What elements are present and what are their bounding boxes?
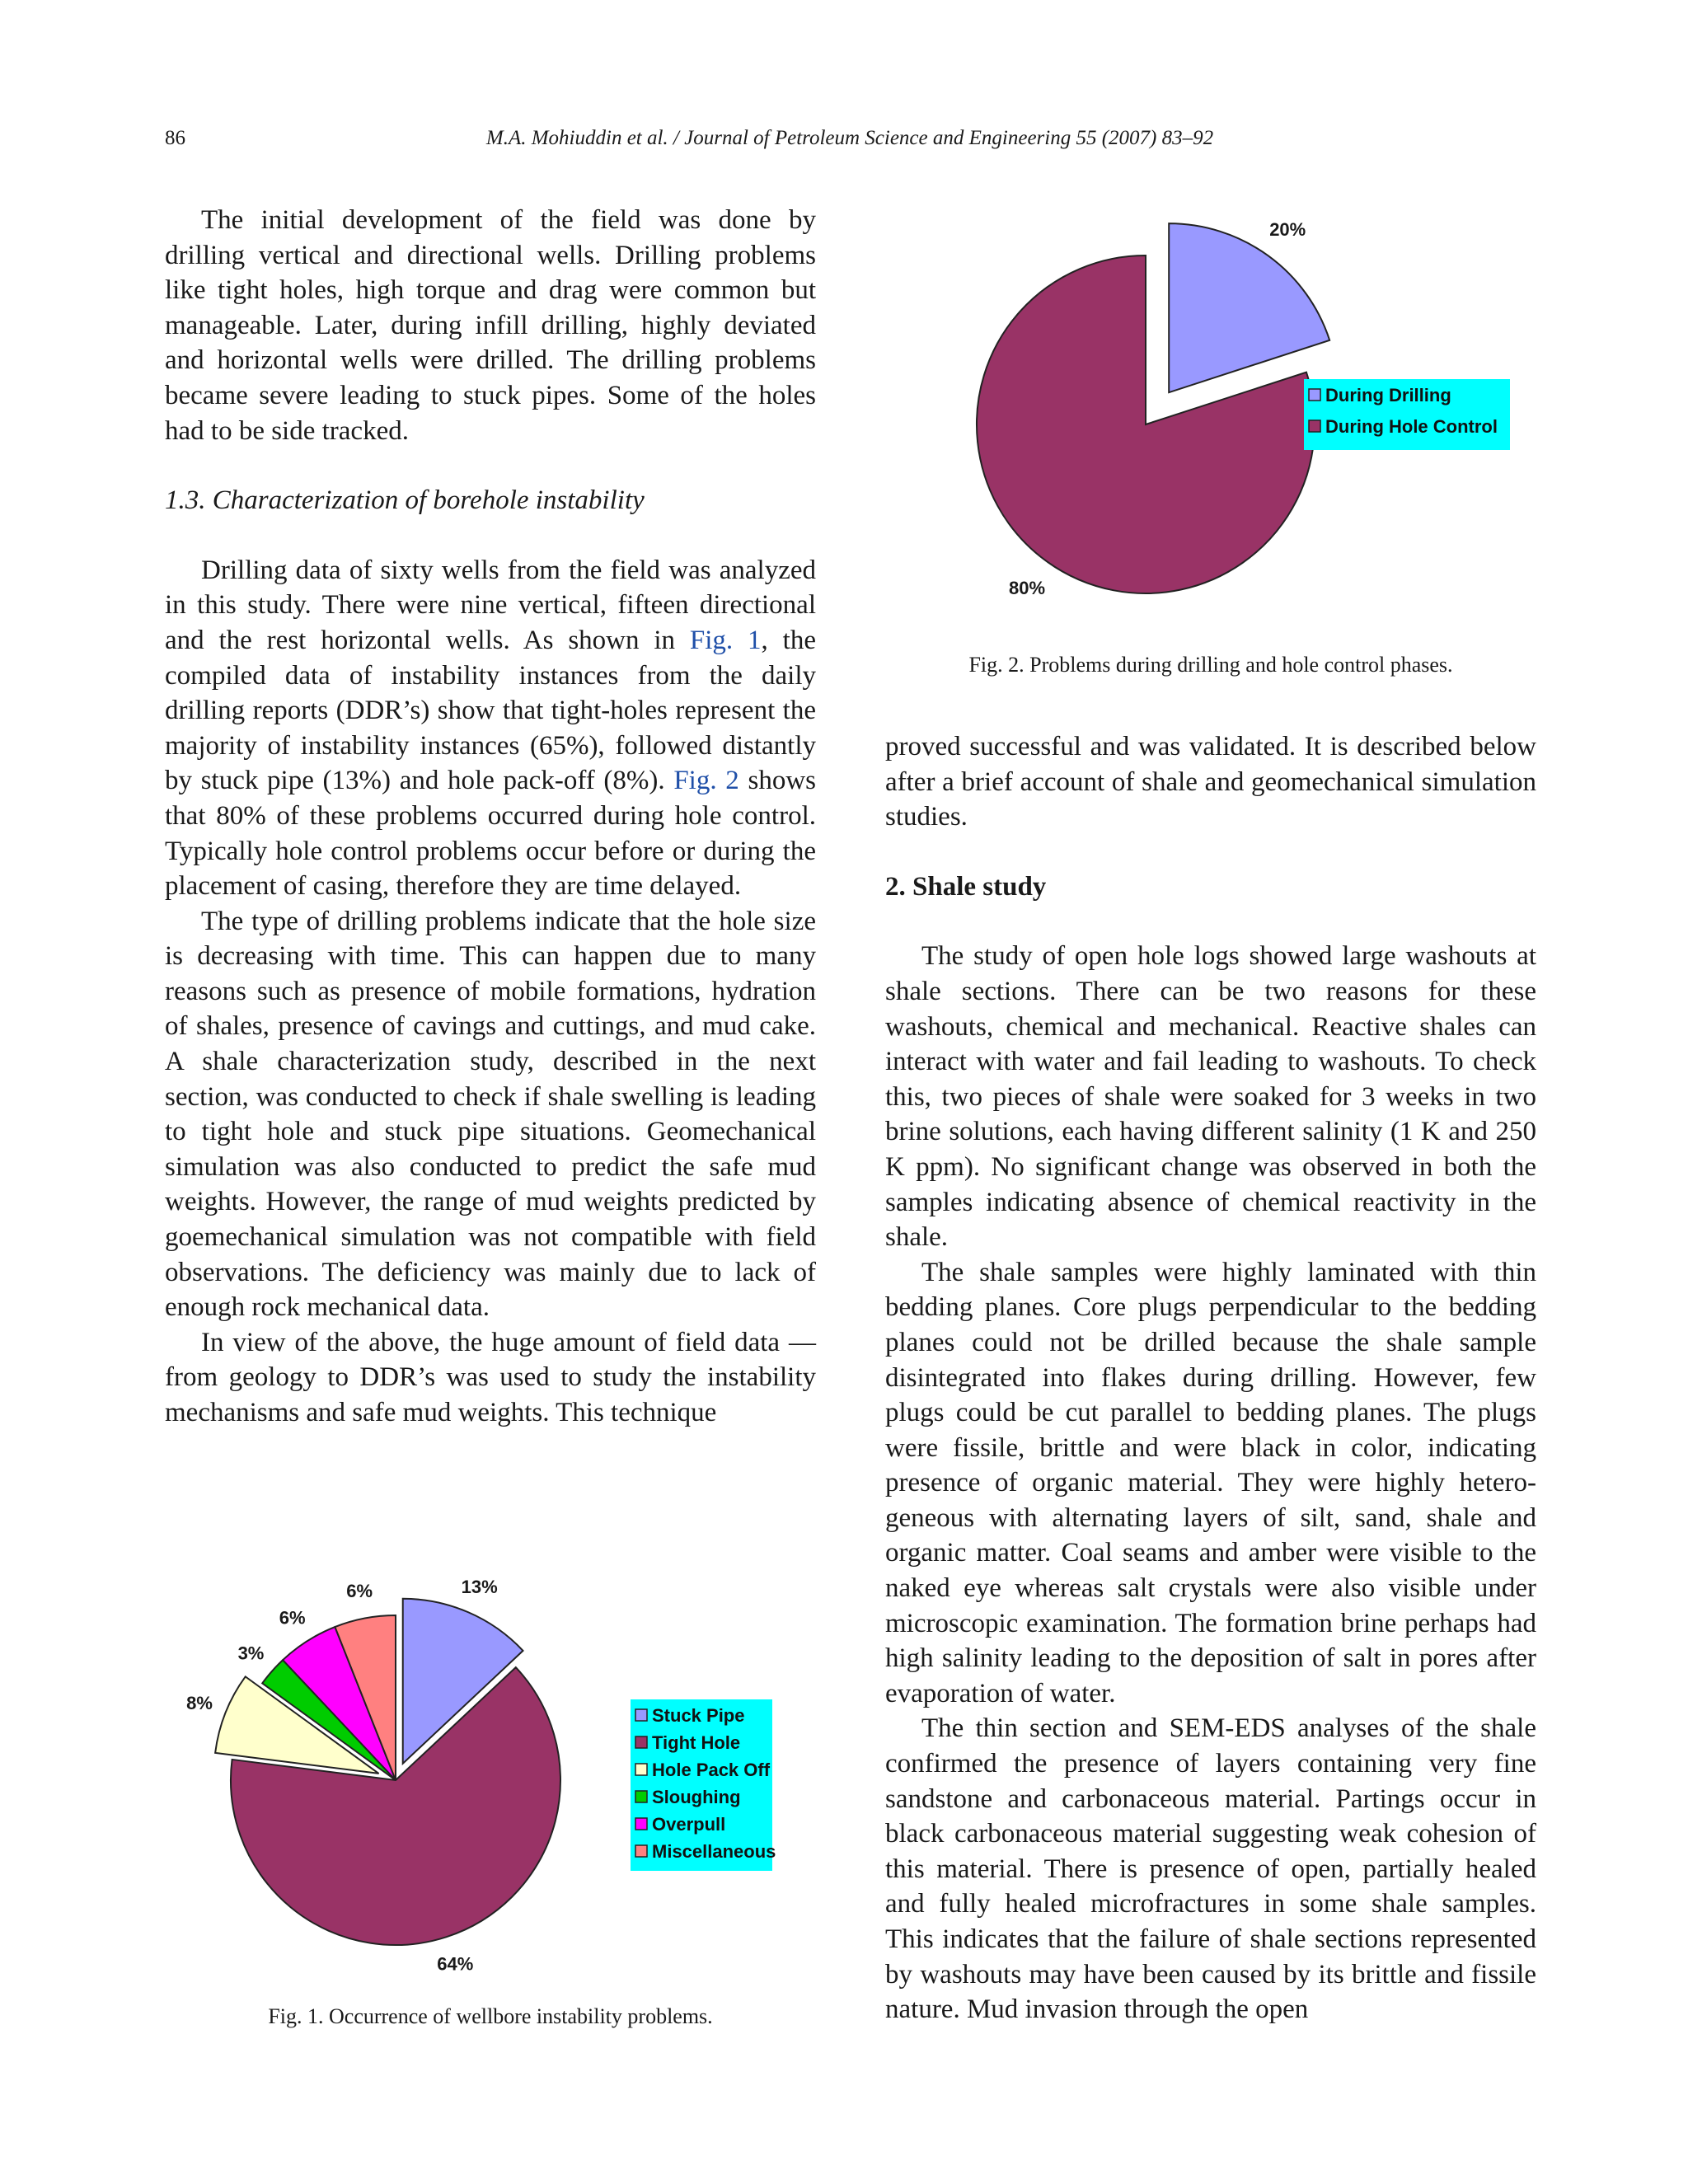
data-label-during-drilling: 20%	[1269, 218, 1306, 240]
running-header	[165, 127, 1535, 160]
data-label-overpull: 6%	[279, 1607, 306, 1629]
page-number: 86	[165, 127, 185, 149]
figure-1-pie-chart	[165, 1549, 791, 1986]
paragraph: proved successful and was validated. It is described below after a brief account of shale and geomechanical simulation studies.	[885, 732, 1536, 832]
legend-label-during-drilling: During Drilling	[1325, 385, 1451, 405]
legend-label-miscellaneous: Miscellaneous	[652, 1841, 776, 1862]
legend-swatch-during-hole-control	[1309, 420, 1320, 432]
right-column	[885, 729, 1536, 2027]
pie-slice-during-drilling	[1169, 223, 1329, 392]
paragraph: The initial development of the field was done by drilling vertical and directional wells. Drilling problems like tight holes, high torque and drag were common but manageable. Later, during infill drilling, highly deviated and horizontal wells were drilled. The drilling problems became severe leading to stuck pipes. Some of the holes had to be side tracked.	[165, 205, 816, 446]
subsection-heading: 1.3. Characterization of borehole instability	[165, 485, 645, 516]
paragraph: In view of the above, the huge amount of field data — from geology to DDR’s was used to study the instability mechanisms and safe mud weights. This technique	[165, 1327, 816, 1427]
figure-2-caption: Fig. 2. Problems during drilling and hole control phases.	[968, 653, 1453, 677]
legend-swatch-during-drilling	[1309, 389, 1320, 401]
left-column	[165, 203, 816, 1431]
legend-swatch-tight-hole	[635, 1736, 647, 1748]
journal-citation: M.A. Mohiuddin et al. / Journal of Petroleum Science and Engineering 55 (2007) 83–92	[485, 127, 1214, 149]
data-label-hole-pack-off: 8%	[186, 1692, 213, 1713]
paragraph: The thin section and SEM-EDS analyses of the shale confirmed the presence of layers containing very fine sandstone and carbonaceous material. Partings occur in black carbonaceous material suggesting weak cohesion of this material. There is presence of open, partially healed and fully healed microfractures in some shale samples. This indicates that the failure of shale sections represented by washouts may have been caused by its brittle and fissile nature. Mud invasion through the open	[885, 1713, 1536, 2025]
legend-label-hole-pack-off: Hole Pack Off	[652, 1760, 771, 1780]
figure-2	[898, 198, 1533, 626]
data-label-sloughing: 3%	[237, 1643, 265, 1664]
section-heading: 2. Shale study	[885, 871, 1047, 902]
figure-1-link[interactable]: Fig. 1	[689, 625, 762, 655]
paragraph	[165, 553, 816, 904]
paragraph-text: Drilling data of sixty wells from the field was analyzed in this study. There were nine vertical, fifteen directional and the rest horizontal wells. As shown in	[165, 555, 816, 655]
legend-swatch-hole-pack-off	[635, 1764, 647, 1775]
legend-label-during-hole-control: During Hole Control	[1325, 416, 1498, 437]
data-label-tight-hole: 64%	[437, 1953, 474, 1975]
paragraph: The shale samples were highly laminated with thin bedding planes. Core plugs perpendicular to the bedding planes could not be drilled because the shale sample disintegrated into flakes during drilling. However, few plugs could be cut parallel to bedding planes. The plugs were fissile, brittle and were black in color, indicating presence of organic material. They were highly heterogeneous with alternating layers of silt, sand, shale and organic matter. Coal seams and amber were visible to the naked eye whereas salt crystals were also visible under microscopic examination. The formation brine perhaps had high salinity leading to the deposition of salt in pores after evaporation of water.	[885, 1257, 1536, 1708]
figure-2-pie-chart	[898, 198, 1533, 626]
legend-label-tight-hole: Tight Hole	[652, 1732, 741, 1753]
data-label-stuck-pipe: 13%	[461, 1577, 498, 1598]
paragraph-text: shows that 80% of these problems occurred during hole control. Typically hole control problems occur before or during the placement of casing, therefore they are time delayed.	[165, 766, 816, 902]
figure-1-caption: Fig. 1. Occurrence of wellbore instability problems.	[268, 2004, 713, 2028]
paragraph: The type of drilling problems indicate that the hole size is decreasing with time. This can happen due to many reasons such as presence of mobile formations, hydration of shales, presence of cavings and cuttings, and mud cake. A shale characterization study, described in the next section, was conducted to check if shale swelling is leading to tight hole and stuck pipe situations. Geomechanical simulation was also conducted to predict the safe mud weights. However, the range of mud weights predicted by goemechanical simulation was not compatible with field observations. The deficiency was mainly due to lack of enough rock mechanical data.	[165, 906, 816, 1323]
figure-1	[165, 1549, 791, 1986]
legend-label-overpull: Overpull	[652, 1814, 726, 1835]
data-label-miscellaneous: 6%	[346, 1581, 373, 1602]
legend-swatch-overpull	[635, 1818, 647, 1830]
legend-label-sloughing: Sloughing	[652, 1787, 741, 1807]
paragraph-text: , the compiled data of instability instances from the daily drilling reports (DDR’s) show that tight-holes represent the majority of instability instances (65%), followed distantly by stuck pipe (13%) and hole pack-off (8%).	[165, 625, 816, 796]
figure-2-link[interactable]: Fig. 2	[673, 766, 739, 796]
data-label-during-hole-control: 80%	[1008, 578, 1046, 599]
paragraph: The study of open hole logs showed large washouts at shale sections. There can be two reasons for these washouts, chemical and mechanical. Reactive shales can interact with water and fail leading to washouts. To check this, two pieces of shale were soaked for 3 weeks in two brine solutions, each having different salinity (1 K and 250 K ppm). No significant change was observed in both the samples indicating absence of chemical reactivity in the shale.	[885, 941, 1536, 1253]
legend-swatch-sloughing	[635, 1791, 647, 1802]
legend-label-stuck-pipe: Stuck Pipe	[652, 1705, 745, 1726]
legend-swatch-stuck-pipe	[635, 1709, 647, 1721]
legend-swatch-miscellaneous	[635, 1845, 647, 1857]
